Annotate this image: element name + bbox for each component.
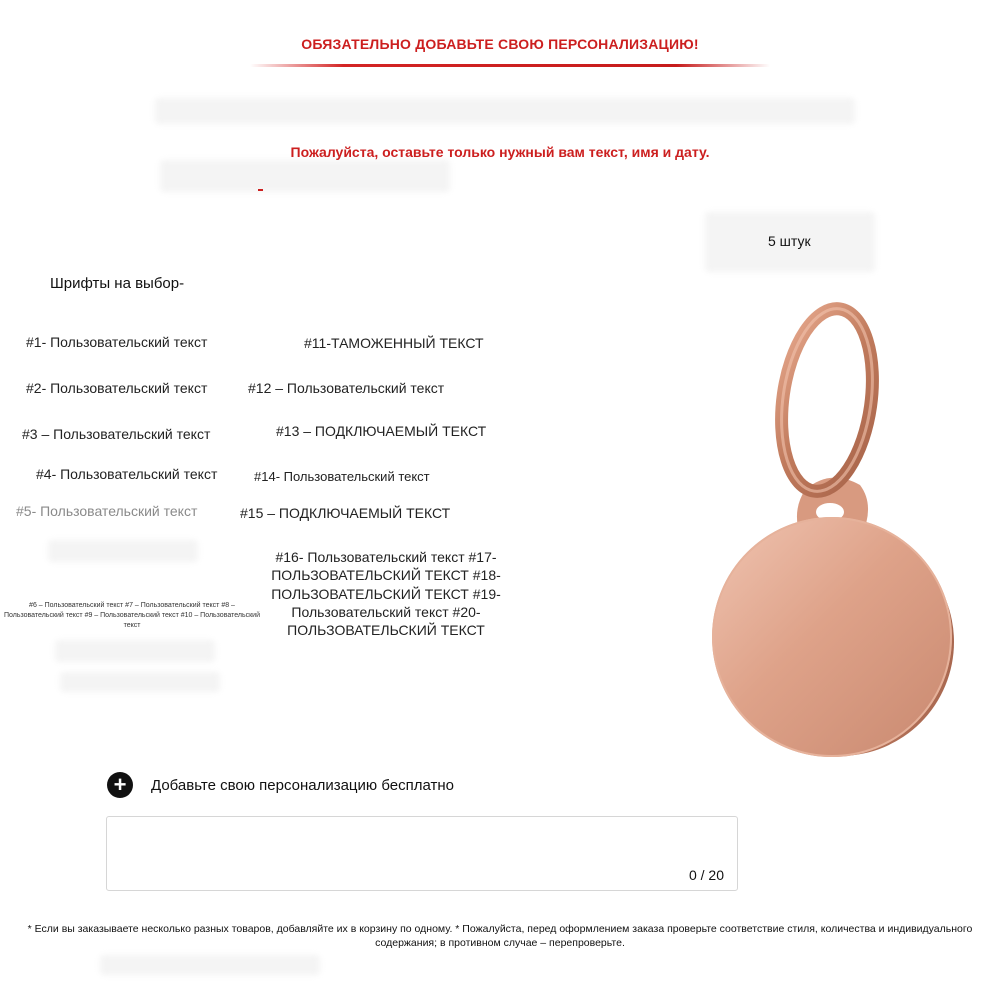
instruction-subtitle: Пожалуйста, оставьте только нужный вам текст, имя и дату. <box>290 144 710 160</box>
background-artifact <box>100 955 320 975</box>
personalization-label: Добавьте свою персонализацию бесплатно <box>151 776 454 794</box>
font-option: #15 – ПОДКЛЮЧАЕМЫЙ ТЕКСТ <box>240 505 451 521</box>
background-artifact <box>155 98 855 124</box>
font-option: #14- Пользовательский текст <box>254 469 430 484</box>
font-option: #2- Пользовательский текст <box>26 380 208 396</box>
font-option: #3 – Пользовательский текст <box>22 426 211 442</box>
personalization-input[interactable] <box>107 817 737 890</box>
banner-underline <box>250 64 770 67</box>
font-option: #12 – Пользовательский текст <box>248 380 445 396</box>
font-options-block-list: #16- Пользовательский текст #17- ПОЛЬЗОВАТЕЛЬСКИЙ ТЕКСТ #18- ПОЛЬЗОВАТЕЛЬСКИЙ ТЕКСТ #19- Пользовательский текст #20- ПОЛЬЗОВАТЕЛЬСКИЙ ТЕКСТ <box>271 549 501 639</box>
rose-gold-round-pendant-icon <box>700 300 960 775</box>
font-options-small-list: #6 – Пользовательский текст #7 – Пользовательский текст #8 – Пользовательский текст #9 – Пользовательский текст #10 – Пользовательский текст <box>4 602 260 629</box>
font-option: #4- Пользовательский текст <box>36 466 218 482</box>
personalization-field <box>106 816 738 891</box>
background-artifact <box>60 672 220 692</box>
personalization-required-banner: ОБЯЗАТЕЛЬНО ДОБАВЬТЕ СВОЮ ПЕРСОНАЛИЗАЦИЮ! <box>301 36 699 52</box>
personalization-row <box>107 772 454 798</box>
font-option: #13 – ПОДКЛЮЧАЕМЫЙ ТЕКСТ <box>276 423 487 439</box>
order-note: * Если вы заказываете несколько разных товаров, добавляйте их в корзину по одному. * Пожалуйста, перед оформлением заказа проверьте соответствие стиля, количества и индивидуального содержания; в противном случае – перепроверьте. <box>27 923 973 949</box>
plus-circle-icon[interactable]: + <box>107 772 133 798</box>
font-option: #1- Пользовательский текст <box>26 334 208 350</box>
background-artifact <box>160 160 450 192</box>
background-artifact <box>55 640 215 662</box>
font-option: #5- Пользовательский текст <box>16 503 198 519</box>
red-dash-mark <box>258 189 263 191</box>
character-counter: 0 / 20 <box>688 867 724 883</box>
quantity-label: 5 штук <box>768 233 811 249</box>
fonts-heading: Шрифты на выбор- <box>50 275 185 292</box>
font-option: #11-ТАМОЖЕННЫЙ ТЕКСТ <box>304 335 484 351</box>
background-artifact <box>48 540 198 562</box>
